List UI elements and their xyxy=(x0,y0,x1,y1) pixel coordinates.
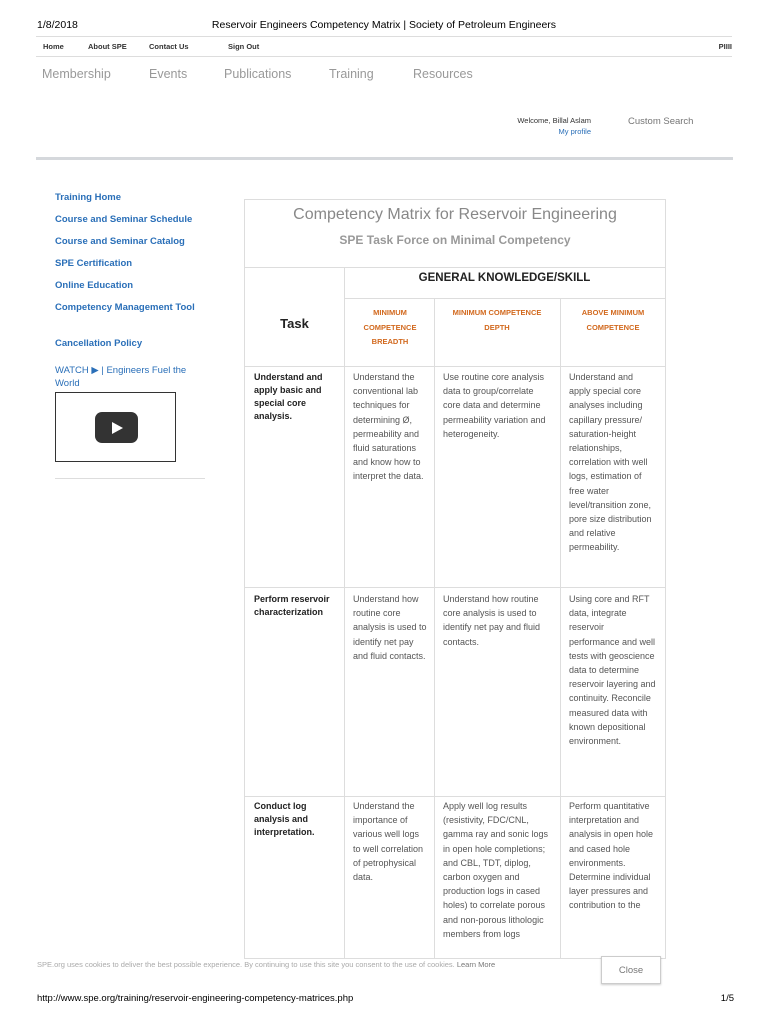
table-cell-breadth: Understand the conventional lab techniques for determining Ø, permeability and fluid saturations and know how to interpret the data. xyxy=(353,372,424,482)
header-divider xyxy=(36,157,733,160)
table-border xyxy=(245,796,665,797)
matrix-subtitle: SPE Task Force on Minimal Competency xyxy=(339,233,571,247)
nav-about-link[interactable]: About SPE xyxy=(88,42,127,51)
mainnav-training[interactable]: Training xyxy=(329,67,374,81)
welcome-text: Welcome, Billal Aslam xyxy=(517,116,591,125)
sidebar-item-catalog[interactable]: Course and Seminar Catalog xyxy=(55,236,185,247)
column-header-above: ABOVE MINIMUM COMPETENCE xyxy=(581,308,645,332)
table-cell-breadth: Understand how routine core analysis is used to identify net pay and fluid contacts. xyxy=(353,594,427,661)
sidebar-item-online-education[interactable]: Online Education xyxy=(55,280,134,291)
video-embed[interactable] xyxy=(55,392,176,462)
table-row-task: Understand and apply basic and special core analysis. xyxy=(254,372,323,421)
sidebar-divider xyxy=(55,478,205,479)
table-border xyxy=(344,298,665,299)
mainnav-resources[interactable]: Resources xyxy=(413,67,473,81)
print-footer xyxy=(0,990,768,1024)
nav-contact-link[interactable]: Contact Us xyxy=(149,42,189,51)
watch-video-link[interactable]: WATCH ▶ | Engineers Fuel the World xyxy=(55,365,187,389)
nav-home-link[interactable]: Home xyxy=(43,42,64,51)
table-cell-above: Understand and apply special core analyses including capillary pressure/ saturation-height relationships, correlation with well logs, estimation of free water level/transition zone, pore size distribution and relative permeability. xyxy=(569,372,652,553)
print-date: 1/8/2018 xyxy=(37,19,78,31)
sidebar-item-competency-tool[interactable]: Competency Management Tool xyxy=(55,302,195,313)
print-page-number: 1/5 xyxy=(720,993,734,1004)
table-border xyxy=(344,267,345,959)
general-knowledge-header: GENERAL KNOWLEDGE/SKILL xyxy=(418,272,591,284)
matrix-title: Competency Matrix for Reservoir Engineering xyxy=(293,206,617,223)
print-header xyxy=(0,0,768,36)
mainnav-membership[interactable]: Membership xyxy=(42,67,111,81)
table-border xyxy=(245,267,665,268)
sidebar-item-training-home[interactable]: Training Home xyxy=(55,192,121,203)
mainnav-events[interactable]: Events xyxy=(149,67,188,81)
cookie-message xyxy=(37,960,495,969)
welcome-block xyxy=(470,115,591,137)
table-border xyxy=(434,298,435,959)
table-cell-breadth: Understand the importance of various well logs to well correlation of petrophysical data. xyxy=(353,801,424,883)
search-input[interactable] xyxy=(628,114,728,128)
learn-more-link[interactable]: Learn More xyxy=(456,960,496,969)
print-url: http://www.spe.org/training/reservoir-engineering-competency-matrices.php xyxy=(37,993,354,1004)
table-border xyxy=(245,587,665,588)
table-cell-above: Using core and RFT data, integrate reservoir performance and well tests with geoscience data to determine reservoir layering and continuity. Reconcile measured data with known depositional environment. xyxy=(569,594,656,747)
table-border xyxy=(560,298,561,959)
cookie-close-button[interactable]: Close xyxy=(601,956,661,984)
play-icon[interactable] xyxy=(95,412,138,443)
table-cell-depth: Apply well log results (resistivity, FDC/CNL, gamma ray and sonic logs in open hole completions; and CBL, TDT, diplog, carbon oxygen and production logs in cased holes) to correlate porous and non-porous lithologic members from logs xyxy=(443,801,549,939)
mainnav-publications[interactable]: Publications xyxy=(224,67,292,81)
cookie-text: SPE.org uses cookies to deliver the best possible experience. By continuing to use this site you consent to the use of cookies. xyxy=(37,960,455,969)
task-column-header: Task xyxy=(280,316,309,331)
competency-matrix xyxy=(244,199,666,959)
nav-signout-link[interactable]: Sign Out xyxy=(228,42,260,51)
table-cell-depth: Understand how routine core analysis is used to identify net pay and fluid contacts. xyxy=(443,594,541,647)
sidebar-item-schedule[interactable]: Course and Seminar Schedule xyxy=(55,214,193,225)
sidebar-item-cancellation[interactable]: Cancellation Policy xyxy=(55,338,143,349)
nav-user-truncated[interactable]: PIIII xyxy=(718,42,732,51)
table-row-task: Perform reservoir characterization xyxy=(254,594,330,617)
table-cell-above: Perform quantitative interpretation and analysis in open hole and cased hole environments. Determine individual layer pressures and contribution to the xyxy=(569,801,654,911)
table-cell-depth: Use routine core analysis data to group/correlate core data and determine permeability variation and heterogeneity. xyxy=(443,372,546,439)
print-title: Reservoir Engineers Competency Matrix | Society of Petroleum Engineers xyxy=(211,19,557,31)
utility-nav xyxy=(36,36,732,57)
my-profile-link[interactable]: My profile xyxy=(558,127,591,136)
column-header-depth: MINIMUM COMPETENCE DEPTH xyxy=(452,308,542,332)
column-header-breadth: MINIMUM COMPETENCE BREADTH xyxy=(363,308,417,346)
table-border xyxy=(245,366,665,367)
table-row-task: Conduct log analysis and interpretation. xyxy=(254,801,315,837)
sidebar-item-certification[interactable]: SPE Certification xyxy=(55,258,133,269)
